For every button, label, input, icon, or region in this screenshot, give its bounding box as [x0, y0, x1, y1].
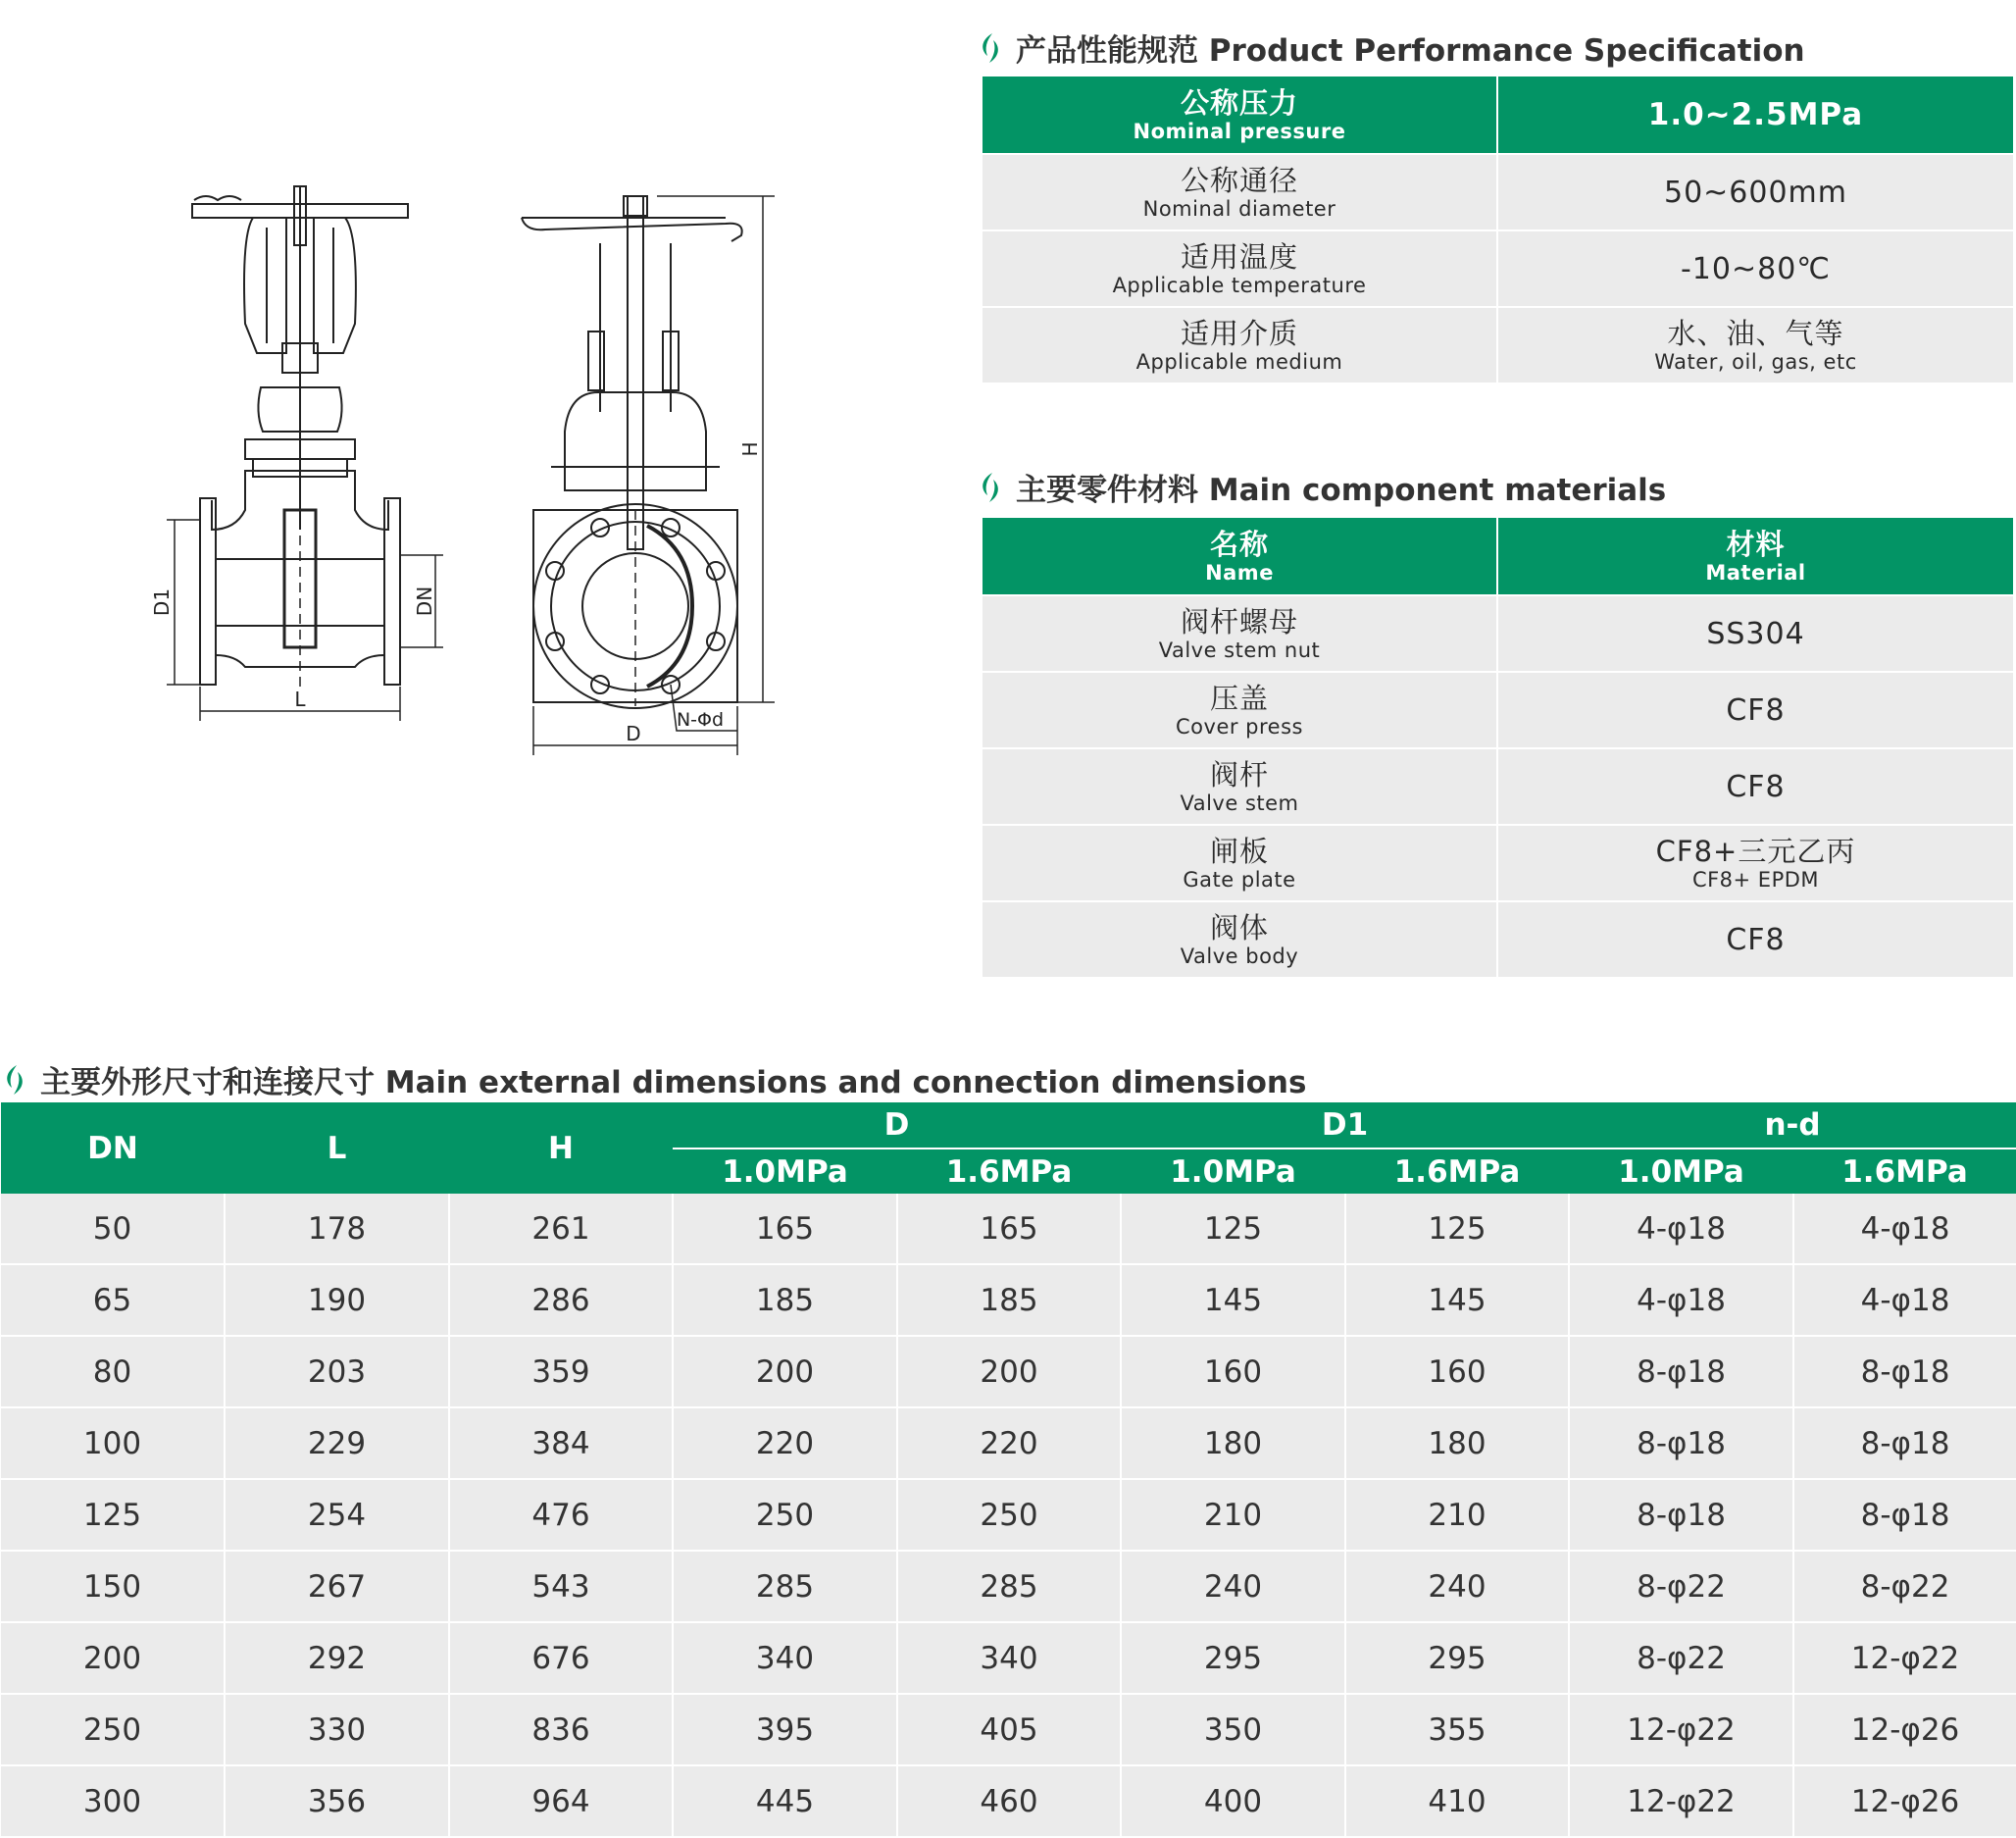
table-cell: 4-φ18: [1569, 1264, 1793, 1336]
row-value: 50~600mm: [1663, 175, 1848, 210]
performance-header-label: [982, 76, 1497, 154]
table-cell: 355: [1345, 1694, 1569, 1765]
label-d1: D1: [150, 587, 174, 617]
header-nd: n-d: [1569, 1102, 2016, 1149]
table-cell: 8-φ18: [1569, 1407, 1793, 1479]
part-name-en: Valve stem: [1180, 791, 1299, 815]
subheader-pressure: 1.6MPa: [1345, 1149, 1569, 1194]
table-cell: 8-φ18: [1793, 1336, 2016, 1407]
part-name-en: Gate plate: [1183, 867, 1296, 892]
table-cell: 165: [897, 1194, 1121, 1264]
table-cell: 285: [897, 1551, 1121, 1622]
label-dn: DN: [413, 586, 436, 617]
table-cell: 400: [1121, 1765, 1345, 1837]
part-name-zh: 阀杆螺母: [1180, 604, 1298, 638]
table-cell: 203: [225, 1336, 449, 1407]
header-h: H: [449, 1102, 673, 1194]
materials-header-row: [982, 517, 2014, 595]
header-dn: DN: [1, 1102, 225, 1194]
table-cell: 359: [449, 1336, 673, 1407]
row-label-en: Applicable temperature: [1112, 273, 1367, 297]
table-cell: 267: [225, 1551, 449, 1622]
dimensions-section-title: [3, 1057, 1306, 1101]
table-cell: 180: [1121, 1407, 1345, 1479]
part-material: CF8: [1726, 922, 1786, 957]
table-row: [1, 1551, 2016, 1622]
table-cell: 125: [1121, 1194, 1345, 1264]
leaf-icon: [3, 1064, 26, 1096]
table-cell: 350: [1121, 1694, 1345, 1765]
label-d: D: [626, 722, 641, 745]
name-header-zh: 名称: [1209, 527, 1269, 561]
part-name-zh: 压盖: [1209, 681, 1269, 715]
table-cell: 250: [1, 1694, 225, 1765]
table-cell: 340: [673, 1622, 897, 1694]
table-cell: 65: [1, 1264, 225, 1336]
table-row: [1, 1479, 2016, 1551]
table-cell: 145: [1121, 1264, 1345, 1336]
materials-table: [981, 516, 2015, 979]
row-label-zh: 公称通径: [1180, 163, 1298, 197]
part-material: CF8+三元乙丙: [1655, 834, 1856, 868]
table-cell: 4-φ18: [1793, 1264, 2016, 1336]
materials-title-text: 主要零件材料 Main component materials: [1016, 473, 1667, 508]
header-l: L: [225, 1102, 449, 1194]
table-cell: 836: [449, 1694, 673, 1765]
row-value-en: Water, oil, gas, etc: [1654, 349, 1857, 374]
table-cell: 100: [1, 1407, 225, 1479]
name-header-en: Name: [1205, 560, 1274, 585]
table-cell: 185: [673, 1264, 897, 1336]
table-cell: 160: [1345, 1336, 1569, 1407]
table-cell: 4-φ18: [1793, 1194, 2016, 1264]
table-cell: 200: [673, 1336, 897, 1407]
table-row: [1, 1694, 2016, 1765]
table-cell: 295: [1345, 1622, 1569, 1694]
table-cell: 4-φ18: [1569, 1194, 1793, 1264]
part-material: CF8: [1726, 692, 1786, 728]
material-row: [982, 595, 2014, 672]
table-cell: 292: [225, 1622, 449, 1694]
valve-technical-drawing: [147, 177, 794, 765]
label-n-phi-d: N-Φd: [676, 709, 725, 731]
subheader-pressure: 1.0MPa: [673, 1149, 897, 1194]
table-cell: 190: [225, 1264, 449, 1336]
dimensions-header-row: [1, 1102, 2016, 1149]
row-label-zh: 适用介质: [1180, 316, 1298, 350]
part-name-en: Valve body: [1180, 944, 1299, 968]
performance-section-title: [979, 26, 1805, 70]
table-cell: 80: [1, 1336, 225, 1407]
subheader-pressure: 1.6MPa: [897, 1149, 1121, 1194]
material-header-zh: 材料: [1726, 527, 1786, 561]
table-cell: 8-φ22: [1793, 1551, 2016, 1622]
table-cell: 8-φ18: [1569, 1336, 1793, 1407]
part-name-zh: 阀杆: [1209, 757, 1269, 791]
part-name-en: Valve stem nut: [1158, 638, 1321, 662]
table-cell: 210: [1121, 1479, 1345, 1551]
table-cell: 460: [897, 1765, 1121, 1837]
table-cell: 185: [897, 1264, 1121, 1336]
table-cell: 180: [1345, 1407, 1569, 1479]
table-cell: 125: [1, 1479, 225, 1551]
row-label-en: Nominal diameter: [1142, 196, 1336, 221]
table-cell: 285: [673, 1551, 897, 1622]
material-header-en: Material: [1705, 560, 1806, 585]
table-cell: 261: [449, 1194, 673, 1264]
table-cell: 200: [897, 1336, 1121, 1407]
row-label-en: Applicable medium: [1135, 349, 1343, 374]
material-row: [982, 825, 2014, 901]
table-cell: 178: [225, 1194, 449, 1264]
table-cell: 476: [449, 1479, 673, 1551]
table-cell: 240: [1121, 1551, 1345, 1622]
table-cell: 220: [673, 1407, 897, 1479]
table-cell: 286: [449, 1264, 673, 1336]
table-row: [1, 1264, 2016, 1336]
subheader-pressure: 1.6MPa: [1793, 1149, 2016, 1194]
table-cell: 160: [1121, 1336, 1345, 1407]
table-cell: 8-φ22: [1569, 1622, 1793, 1694]
table-cell: 543: [449, 1551, 673, 1622]
performance-row: [982, 230, 2014, 307]
table-cell: 250: [897, 1479, 1121, 1551]
header-d: D: [673, 1102, 1121, 1149]
front-view: [167, 186, 443, 721]
table-cell: 150: [1, 1551, 225, 1622]
table-cell: 12-φ22: [1569, 1694, 1793, 1765]
table-cell: 50: [1, 1194, 225, 1264]
table-row: [1, 1407, 2016, 1479]
dimensions-table: [1, 1102, 2016, 1838]
table-cell: 300: [1, 1765, 225, 1837]
nominal-pressure-zh: 公称压力: [1180, 85, 1298, 120]
dimensions-title-text: 主要外形尺寸和连接尺寸 Main external dimensions and connection dimensions: [40, 1065, 1307, 1100]
table-row: [1, 1194, 2016, 1264]
table-cell: 340: [897, 1622, 1121, 1694]
nominal-pressure-en: Nominal pressure: [1133, 119, 1346, 143]
label-h: H: [738, 441, 762, 457]
nominal-pressure-value: 1.0~2.5MPa: [1497, 76, 2014, 154]
part-material: CF8: [1726, 769, 1786, 804]
side-view: [522, 196, 775, 755]
subheader-pressure: 1.0MPa: [1121, 1149, 1345, 1194]
table-cell: 254: [225, 1479, 449, 1551]
part-name-zh: 阀体: [1209, 910, 1269, 945]
table-cell: 125: [1345, 1194, 1569, 1264]
table-cell: 384: [449, 1407, 673, 1479]
table-cell: 12-φ22: [1793, 1622, 2016, 1694]
performance-row: [982, 154, 2014, 230]
table-row: [1, 1336, 2016, 1407]
table-cell: 405: [897, 1694, 1121, 1765]
table-cell: 395: [673, 1694, 897, 1765]
part-material-en: CF8+ EPDM: [1691, 867, 1820, 892]
table-row: [1, 1765, 2016, 1837]
material-row: [982, 901, 2014, 978]
row-value-zh: 水、油、气等: [1667, 316, 1844, 350]
table-cell: 200: [1, 1622, 225, 1694]
table-cell: 295: [1121, 1622, 1345, 1694]
subheader-pressure: 1.0MPa: [1569, 1149, 1793, 1194]
leaf-icon: [979, 472, 1002, 503]
table-cell: 410: [1345, 1765, 1569, 1837]
table-row: [1, 1622, 2016, 1694]
performance-header-row: [982, 76, 2014, 154]
table-cell: 330: [225, 1694, 449, 1765]
part-material: SS304: [1706, 616, 1805, 651]
table-cell: 240: [1345, 1551, 1569, 1622]
table-cell: 8-φ18: [1569, 1479, 1793, 1551]
performance-title-text: 产品性能规范 Product Performance Specification: [1016, 33, 1805, 69]
table-cell: 8-φ18: [1793, 1407, 2016, 1479]
table-cell: 165: [673, 1194, 897, 1264]
table-cell: 676: [449, 1622, 673, 1694]
table-cell: 8-φ18: [1793, 1479, 2016, 1551]
row-value: -10~80℃: [1680, 251, 1831, 286]
table-cell: 210: [1345, 1479, 1569, 1551]
table-cell: 229: [225, 1407, 449, 1479]
table-cell: 964: [449, 1765, 673, 1837]
table-cell: 8-φ22: [1569, 1551, 1793, 1622]
row-label-zh: 适用温度: [1180, 239, 1298, 274]
materials-section-title: [979, 465, 1666, 509]
material-row: [982, 748, 2014, 825]
table-cell: 445: [673, 1765, 897, 1837]
table-cell: 12-φ22: [1569, 1765, 1793, 1837]
dimensions-body: [1, 1194, 2016, 1837]
table-cell: 220: [897, 1407, 1121, 1479]
table-cell: 250: [673, 1479, 897, 1551]
performance-row: [982, 307, 2014, 383]
label-l: L: [294, 688, 306, 711]
material-row: [982, 672, 2014, 748]
part-name-zh: 闸板: [1209, 834, 1269, 868]
table-cell: 145: [1345, 1264, 1569, 1336]
performance-table: [981, 75, 2015, 384]
table-cell: 356: [225, 1765, 449, 1837]
table-cell: 12-φ26: [1793, 1765, 2016, 1837]
leaf-icon: [979, 32, 1002, 64]
header-d1: D1: [1121, 1102, 1569, 1149]
table-cell: 12-φ26: [1793, 1694, 2016, 1765]
part-name-en: Cover press: [1176, 714, 1303, 739]
